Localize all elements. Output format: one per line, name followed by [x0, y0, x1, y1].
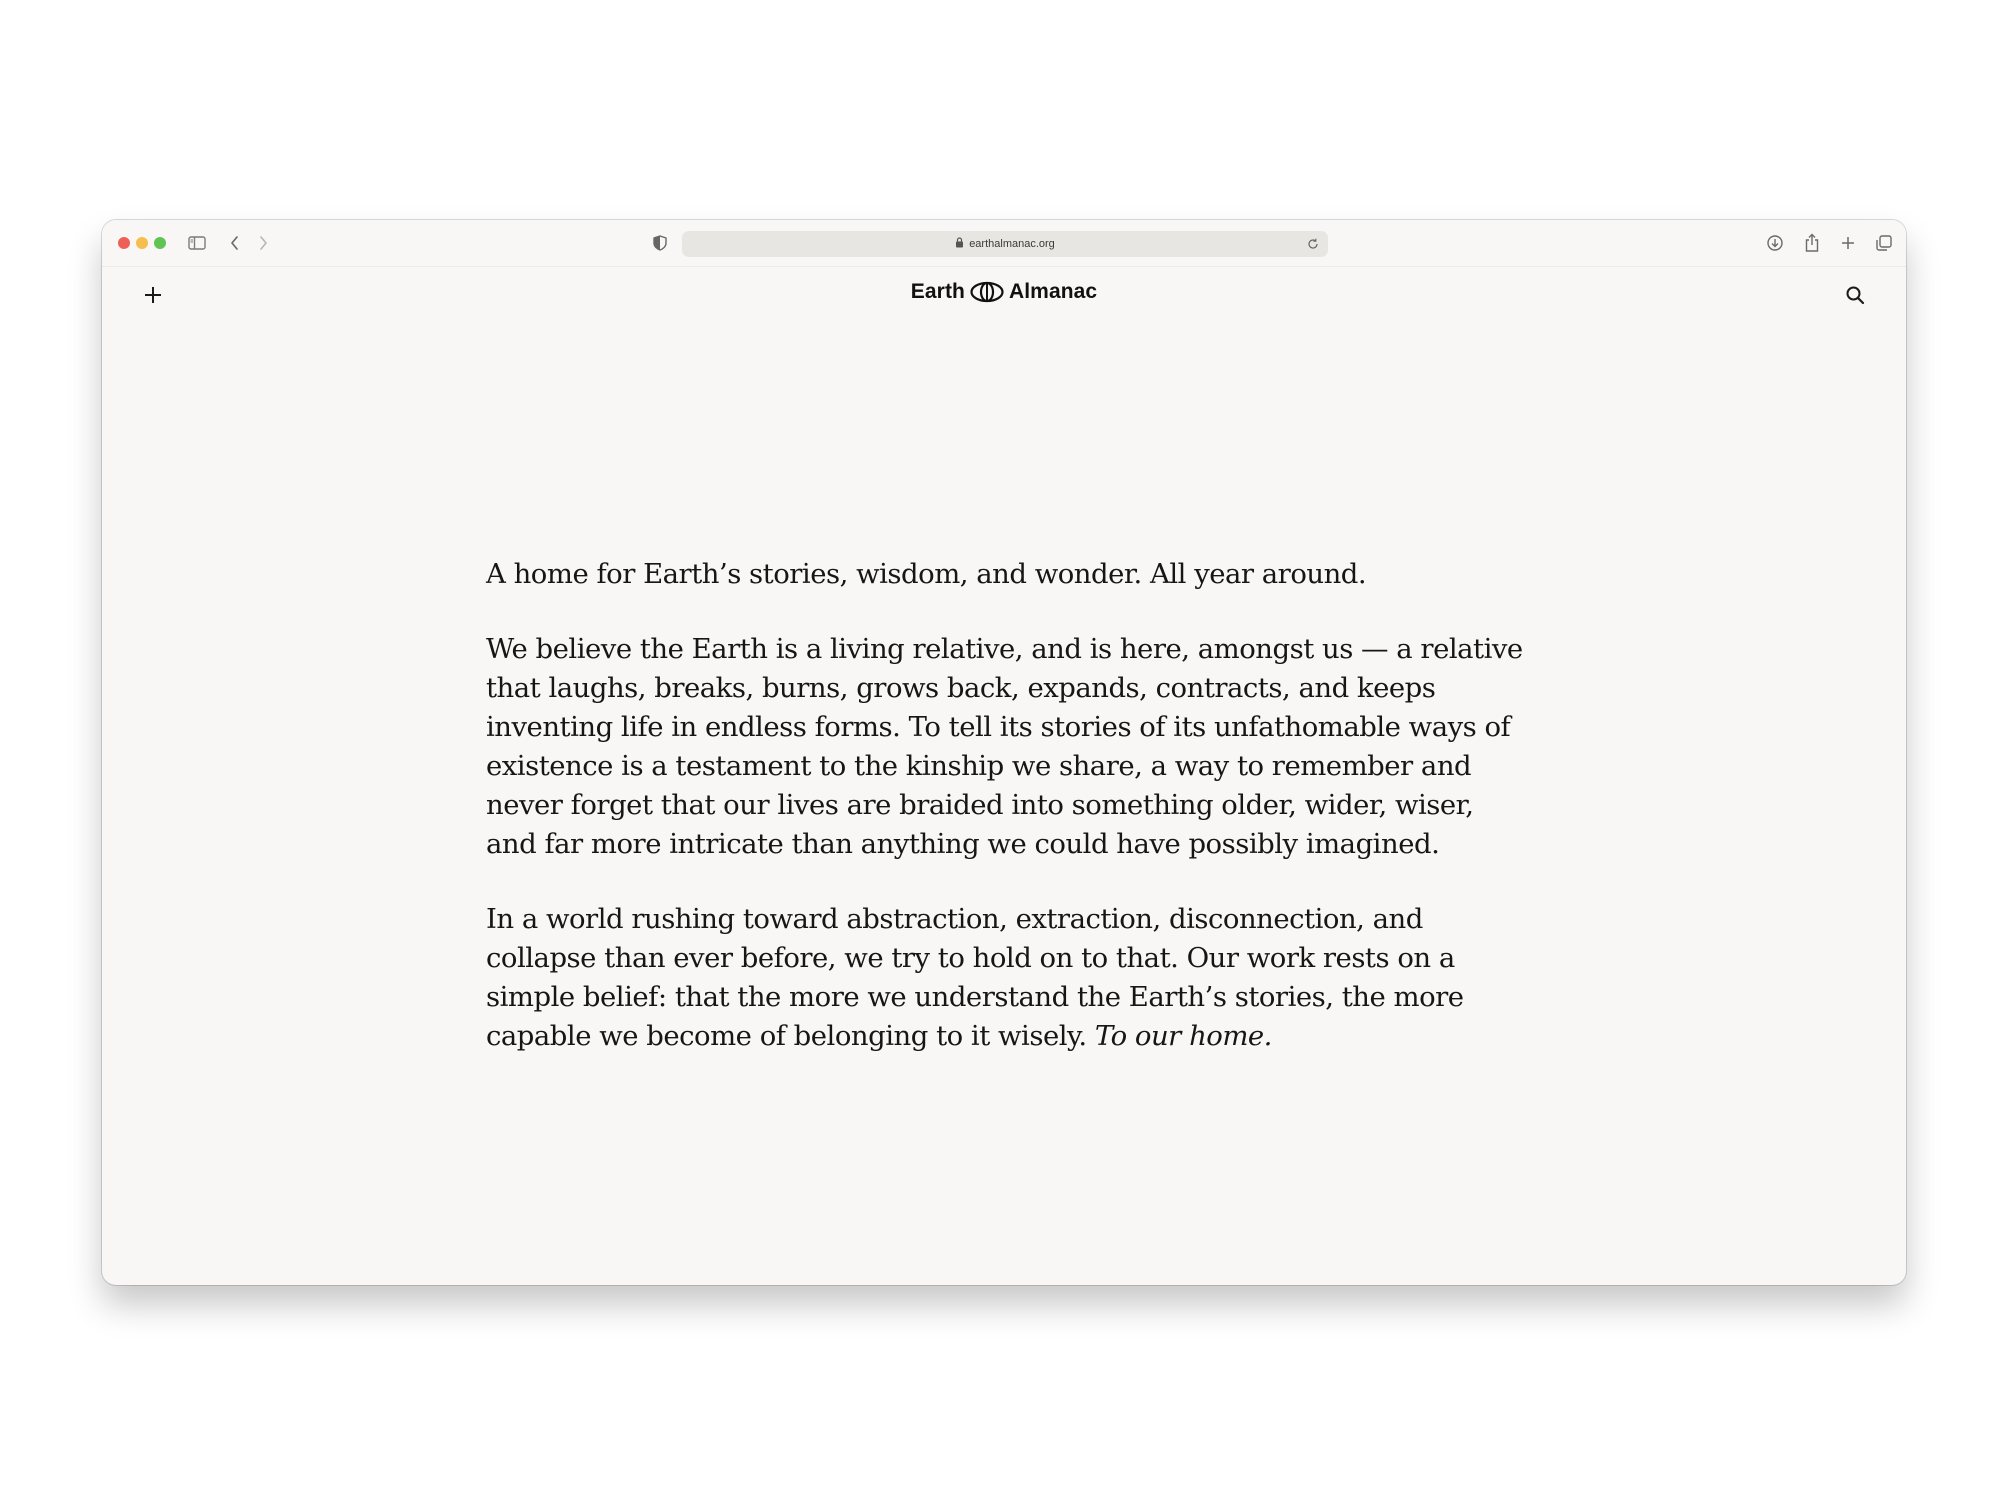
- site-header: [102, 266, 1906, 326]
- privacy-shield-icon[interactable]: [648, 231, 672, 255]
- url-text: earthalmanac.org: [969, 238, 1055, 250]
- intro-paragraph-1: A home for Earth’s stories, wisdom, and wonder. All year around.: [486, 558, 1367, 590]
- globe-logo-icon: [970, 281, 1004, 303]
- address-bar[interactable]: [682, 231, 1328, 257]
- back-icon[interactable]: [223, 231, 247, 255]
- reload-icon[interactable]: [1304, 235, 1322, 253]
- download-icon[interactable]: [1763, 231, 1787, 255]
- site-logo[interactable]: [102, 280, 1906, 304]
- logo-text-almanac: Almanac: [1008, 280, 1098, 303]
- minimize-window-button[interactable]: [136, 237, 148, 249]
- intro-paragraph-3: [486, 900, 1526, 1056]
- intro-paragraph-3-text: In a world rushing toward abstraction, extraction, disconnection, and collapse than ever before, we try to hold on to that. Our work rests on a simple belief: that the more we understand the Earth’s stories, the more capable we become of belonging to it wisely.: [486, 903, 1464, 1052]
- logo-text-earth: Earth: [910, 280, 965, 303]
- close-window-button[interactable]: [118, 237, 130, 249]
- browser-window: [102, 220, 1906, 1285]
- lock-icon: [955, 235, 964, 253]
- new-tab-icon[interactable]: [1836, 231, 1860, 255]
- share-icon[interactable]: [1800, 231, 1824, 255]
- intro-paragraph-2: We believe the Earth is a living relative, and is here, amongst us — a relative that laughs, breaks, burns, grows back, expands, contracts, and keeps inventing life in endless forms. To tell its stories of its unfathomable ways of existence is a testament to the kinship we share, a way to remember and never forget that our lives are braided into something older, wider, wiser, and far more intricate than anything we could have possibly imagined.: [486, 633, 1523, 860]
- intro-paragraph-3-emphasis: To our home.: [1094, 1020, 1272, 1052]
- forward-icon[interactable]: [251, 231, 275, 255]
- intro-text: [486, 555, 1526, 1092]
- search-icon[interactable]: [1842, 282, 1868, 308]
- sidebar-icon[interactable]: [185, 231, 209, 255]
- browser-toolbar: [102, 220, 1906, 267]
- tab-overview-icon[interactable]: [1872, 231, 1896, 255]
- maximize-window-button[interactable]: [154, 237, 166, 249]
